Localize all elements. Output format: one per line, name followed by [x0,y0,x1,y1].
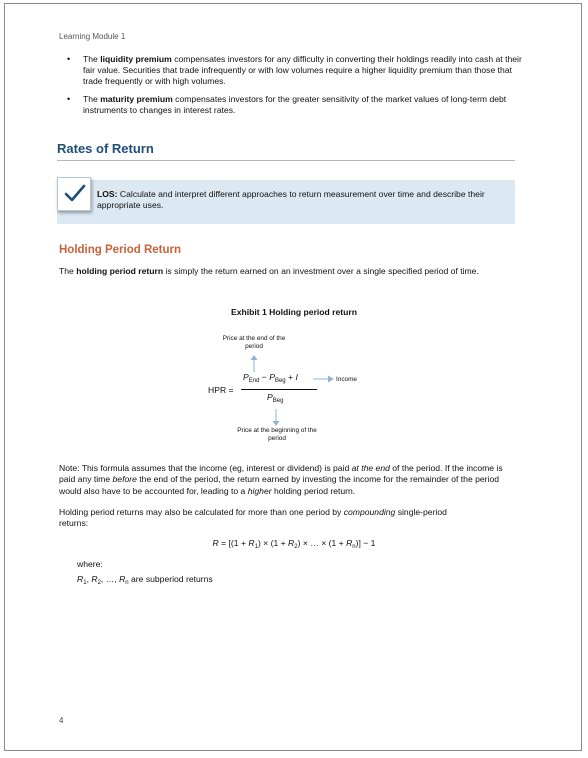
checkmark-icon [64,184,86,204]
section-divider [57,160,515,161]
running-header: Learning Module 1 [59,32,126,41]
arrow-down-icon [271,409,281,427]
fraction-bar [241,389,317,390]
compounding-paragraph: Holding period returns may also be calculated for more than one period by compounding single-period returns: [59,507,447,529]
where-label: where: [77,559,103,569]
page [4,3,582,751]
hpr-label: HPR = [208,385,234,395]
label-income: Income [336,376,357,383]
arrow-up-icon [249,354,259,372]
label-price-end: Price at the end of the period [222,335,286,350]
subsection-title: Holding Period Return [59,244,182,256]
label-price-beginning: Price at the beginning of the period [237,427,317,442]
bullet-icon: • [67,54,71,64]
arrow-right-icon [313,374,335,384]
exhibit-title: Exhibit 1 Holding period return [230,307,358,317]
page-number: 4 [59,716,64,725]
checkmark-badge [57,177,91,211]
section-title: Rates of Return [57,141,154,156]
subperiod-definition: $R_1$, $R_2$, …, $R_n$ are subperiod returns [77,574,213,586]
premium-bullet-list [63,54,523,122]
list-item: • The liquidity premium compensates investors for any difficulty in converting their holdings readily into cash at their fair value. Securities that trade infrequently or with low volumes require a higher liquidity premium than those that trade frequently or with high volumes. [67,54,522,87]
bullet-icon: • [67,93,71,104]
compound-return-formula: $R = [(1 + R_1) \times (1 + R_2)$ × … × $(1 + R_n)] - 1$ [212,538,376,550]
hpr-numerator: $P_{End} - P_{Beg} + I$ [243,372,298,384]
hpr-denominator: $P_{Beg}$ [267,392,284,404]
intro-paragraph: The holding period return is simply the return earned on an investment over a single specified period of time. [59,266,479,276]
list-item: • The maturity premium compensates investors for the greater sensitivity of the market values of long-term debt instruments to changes in interest rates. [67,93,507,115]
note-paragraph: Note: This formula assumes that the income (eg, interest or dividend) is paid at the end of the period. If the income is paid any time before the end of the period, the return earned by investing the income for the remainder of the period would also have to be accounted for, leading to a higher holding period return. [59,463,503,496]
los-text: LOS: Calculate and interpret different approaches to return measurement over time and describe their appropriate uses. [97,189,485,211]
